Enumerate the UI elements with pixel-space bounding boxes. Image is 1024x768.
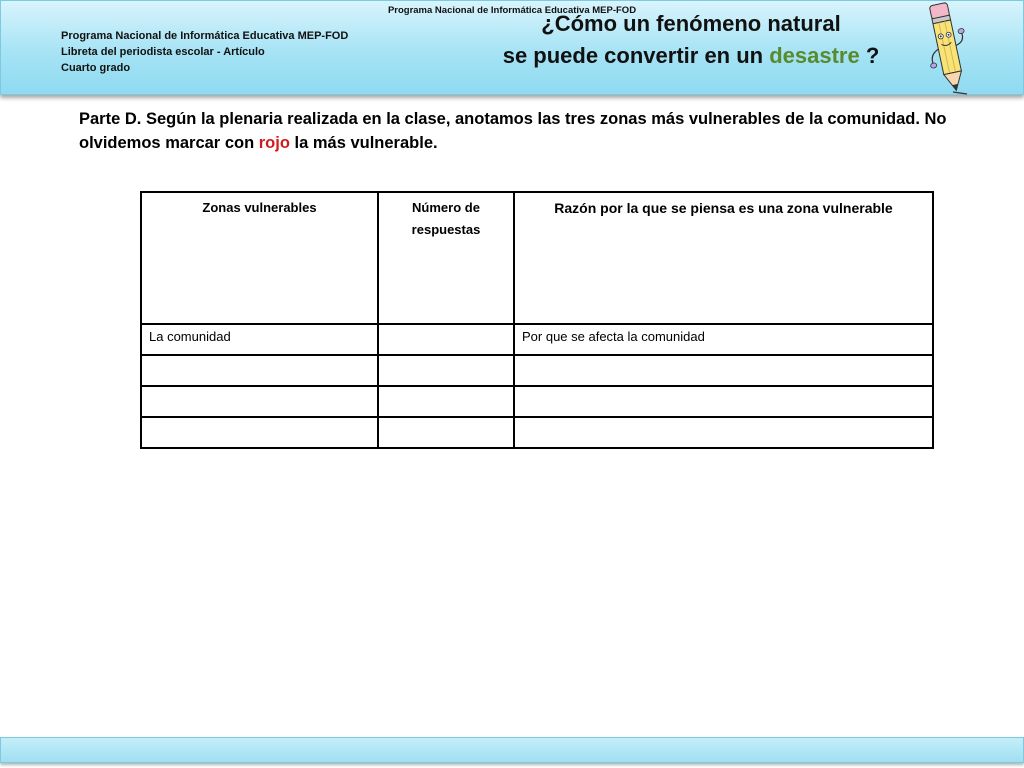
- table-header-row: [141, 192, 933, 324]
- instructions-paragraph: [79, 107, 999, 155]
- cell-razon[interactable]: Por que se afecta la comunidad: [514, 324, 933, 355]
- program-info: [61, 28, 348, 76]
- page-title: [471, 8, 911, 72]
- cell-zona[interactable]: [141, 355, 378, 386]
- header-zonas: Zonas vulnerables: [141, 192, 378, 324]
- cell-razon[interactable]: [514, 386, 933, 417]
- table-row: [141, 355, 933, 386]
- notebook-name: Libreta del periodista escolar - Artículo: [61, 46, 265, 58]
- vulnerable-zones-table: [140, 191, 934, 449]
- cell-zona[interactable]: La comunidad: [141, 324, 378, 355]
- program-name: Programa Nacional de Informática Educativa MEP-FOD: [61, 30, 349, 42]
- cell-razon[interactable]: [514, 355, 933, 386]
- title-line-1: ¿Cómo un fenómeno natural: [541, 11, 841, 36]
- title-line-2-pre: se puede convertir en un: [502, 43, 770, 68]
- table-row: [141, 417, 933, 448]
- cell-respuestas[interactable]: [378, 355, 514, 386]
- title-line-2-post: ?: [859, 43, 880, 68]
- instructions-text-pre: Parte D. Según la plenaria realizada en la clase, anotamos las tres zonas más vulnerables de la comunidad. No olvidemos marcar con: [79, 110, 947, 152]
- cell-zona[interactable]: [141, 417, 378, 448]
- header-razon: Razón por la que se piensa es una zona vulnerable: [514, 192, 933, 324]
- grade-label: Cuarto grado: [61, 62, 131, 74]
- cell-respuestas[interactable]: [378, 324, 514, 355]
- title-line-2: [471, 40, 911, 72]
- footer-text: Programa Nacional de Informática Educativa MEP-FOD: [387, 5, 637, 16]
- cell-zona[interactable]: [141, 386, 378, 417]
- cell-respuestas[interactable]: [378, 386, 514, 417]
- header-numero-respuestas: Número de respuestas: [378, 192, 514, 324]
- table-row: [141, 324, 933, 355]
- footer-band: [0, 737, 1024, 763]
- table-row: [141, 386, 933, 417]
- cell-respuestas[interactable]: [378, 417, 514, 448]
- instructions-red-word: rojo: [258, 134, 290, 152]
- title-accent-word: desastre: [769, 43, 860, 68]
- instructions-text-post: la más vulnerable.: [289, 134, 438, 152]
- cell-razon[interactable]: [514, 417, 933, 448]
